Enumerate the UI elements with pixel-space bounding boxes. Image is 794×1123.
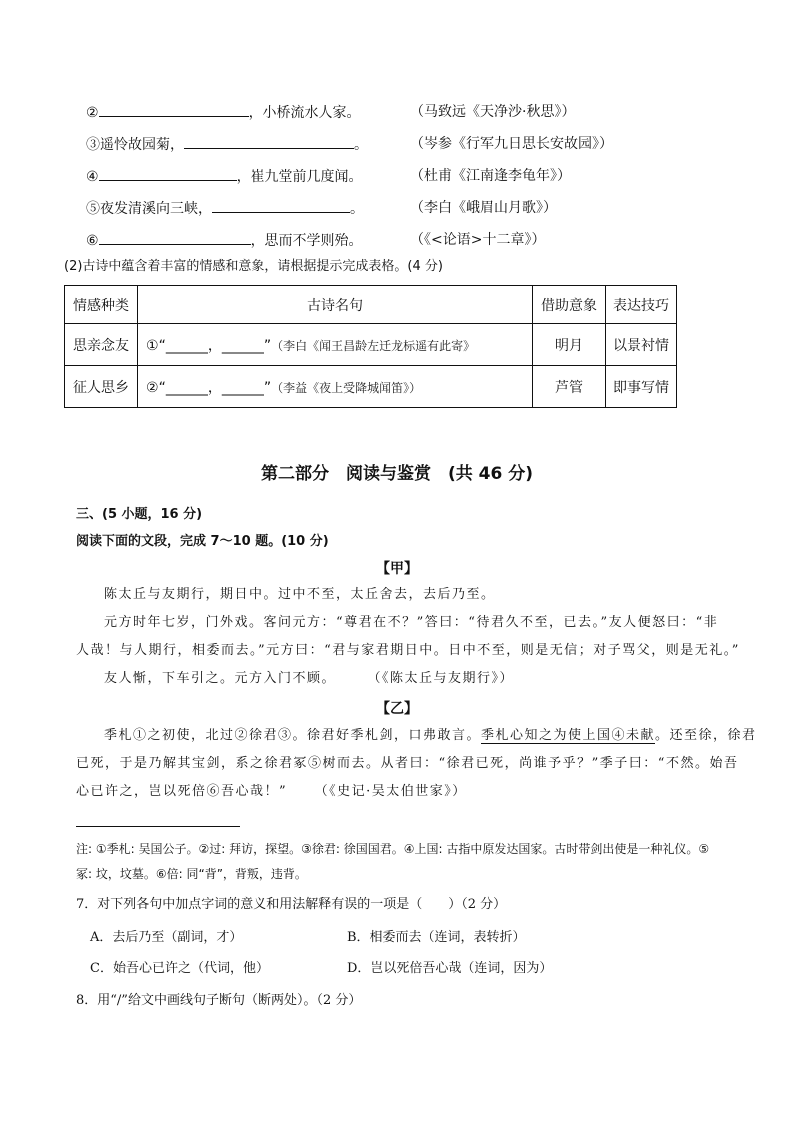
fill-in-6: ⑥ ，思而不学则殆。 xyxy=(86,233,363,249)
passage-label-jia: 【甲】 xyxy=(376,561,418,577)
part-title: 第二部分 阅读与鉴赏 (共 46 分) xyxy=(260,464,534,484)
source-5: （李白《峨眉山月歌》） xyxy=(410,200,557,216)
footnote-line-1: 注: ①季札: 吴国公子。②过: 拜访，探望。③徐君: 徐国国君。④上国: 古指中原发达国家。古时带剑出使是一种礼仪。⑤ xyxy=(76,842,710,856)
fill-in-3: ③遥怜故园菊， 。 xyxy=(86,137,368,153)
footnote-line-2: 冢: 坟，坟墓。⑥倍: 同“背”，背叛，违背。 xyxy=(76,867,307,881)
jia-paragraph-2a: 元方时年七岁，门外戏。客问元方：“尊君在不？”答曰：“待君久不至，已去。”友人便怒曰：“非 xyxy=(104,615,719,630)
fill-in-2: ② ，小桥流水人家。 xyxy=(86,105,361,121)
jia-paragraph-2b: 人哉！与人期行，相委而去。”元方曰：“君与家君期日中。日中不至，则是无信；对子骂父，则是无礼。” xyxy=(76,643,740,658)
quote-cell[interactable]: ①“______，______”（李白《闻王昌龄左迁龙标遥有此寄》 xyxy=(138,324,533,366)
option-b[interactable]: B．相委而去（连词，表转折） xyxy=(347,930,526,945)
column-header: 情感种类 xyxy=(65,286,138,324)
table-header-row xyxy=(65,286,677,324)
poem-table xyxy=(64,285,677,408)
answer-blank[interactable] xyxy=(212,199,350,213)
column-header: 借助意象 xyxy=(533,286,606,324)
fill-in-5: ⑤夜发清溪向三峡， 。 xyxy=(86,201,364,217)
question-7: 7．对下列各句中加点字词的意义和用法解释有误的一项是（ ）（2 分） xyxy=(76,897,507,912)
source-3: （岑参《行军九日思长安故园》） xyxy=(410,136,613,152)
answer-blank[interactable] xyxy=(99,231,251,245)
section-heading: 三、(5 小题，16 分) xyxy=(76,507,203,522)
jia-paragraph-1: 陈太丘与友期行，期日中。过中不至，太丘舍去，去后乃至。 xyxy=(104,587,496,602)
underlined-sentence[interactable]: 季札心知之为使上国④未献 xyxy=(481,728,656,743)
source-4: （杜甫《江南逢李龟年》） xyxy=(410,168,571,184)
yi-line-3: 心已许之，岂以死倍⑥吾心哉！” （《史记·吴太伯世家》） xyxy=(76,784,467,799)
source-6: （《<论语>十二章》） xyxy=(410,232,546,248)
reading-instructions: 阅读下面的文段，完成 7～10 题。(10 分) xyxy=(76,534,329,549)
table-row xyxy=(65,366,677,408)
answer-blank[interactable] xyxy=(99,167,237,181)
answer-blank[interactable] xyxy=(184,135,354,149)
fill-in-4: ④ ，崔九堂前几度闻。 xyxy=(86,169,363,185)
technique-cell: 即事写情 xyxy=(606,366,677,408)
jia-paragraph-3: 友人惭，下车引之。元方入门不顾。 （《陈太丘与友期行》） xyxy=(104,671,515,686)
option-a[interactable]: A．去后乃至（副词，才） xyxy=(90,930,243,945)
column-header: 表达技巧 xyxy=(606,286,677,324)
quote-cell[interactable]: ②“______，______”（李益《夜上受降城闻笛》） xyxy=(138,366,533,408)
question-8: 8．用“/”给文中画线句子断句（断两处）。（2 分） xyxy=(76,993,362,1008)
option-d[interactable]: D．岂以死倍吾心哉（连词，因为） xyxy=(347,961,553,976)
passage-label-yi: 【乙】 xyxy=(376,701,418,717)
imagery-cell: 明月 xyxy=(533,324,606,366)
table-intro: (2)古诗中蕴含着丰富的情感和意象，请根据提示完成表格。(4 分) xyxy=(64,259,443,274)
answer-blank[interactable] xyxy=(99,103,249,117)
yi-line-1: 季札①之初使，北过②徐君③。徐君好季札剑，口弗敢言。季札心知之为使上国④未献。还至徐，徐君 xyxy=(104,728,757,743)
technique-cell: 以景衬情 xyxy=(606,324,677,366)
source-2: （马致远《天净沙·秋思》） xyxy=(410,104,576,120)
option-c[interactable]: C．始吾心已许之（代词，他） xyxy=(90,961,269,976)
imagery-cell: 芦管 xyxy=(533,366,606,408)
column-header: 古诗名句 xyxy=(138,286,533,324)
emotion-cell: 征人思乡 xyxy=(65,366,138,408)
table-row xyxy=(65,324,677,366)
emotion-cell: 思亲念友 xyxy=(65,324,138,366)
yi-line-2: 已死，于是乃解其宝剑，系之徐君冢⑤树而去。从者曰：“徐君已死，尚谁予乎？”季子曰：“不然。始吾 xyxy=(76,756,739,771)
footnote-divider xyxy=(76,826,240,827)
